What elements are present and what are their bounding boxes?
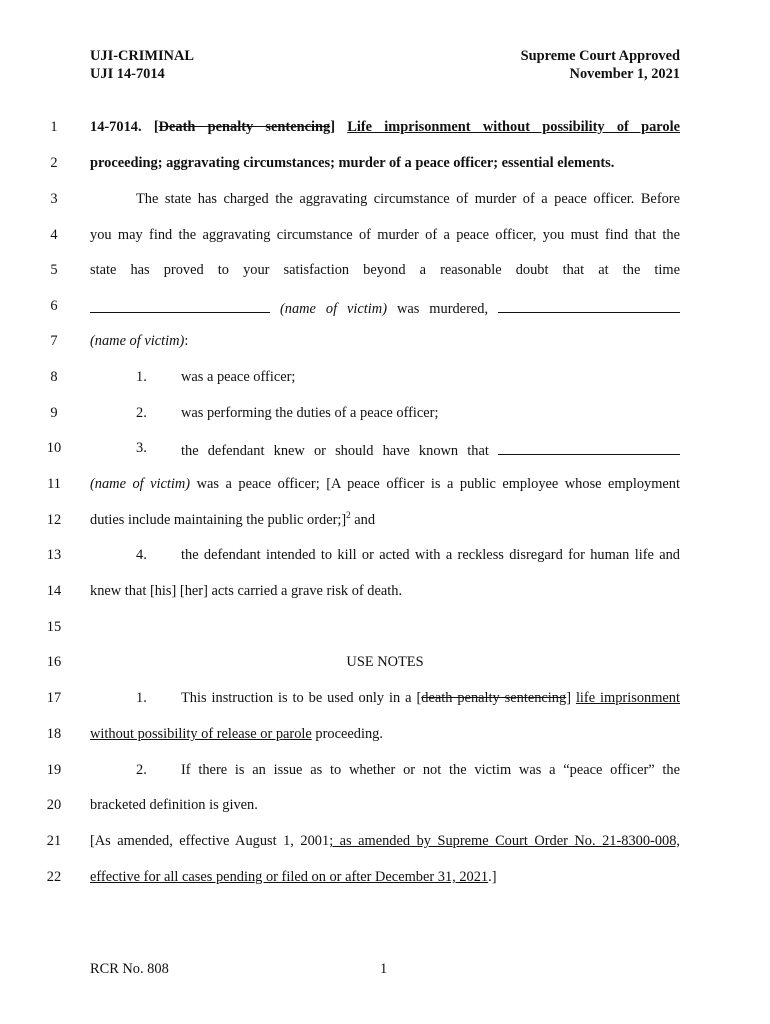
body-text: The state has charged the aggravating circumstance of murder of a peace officer. Before: [136, 191, 680, 207]
line-17: [0, 690, 770, 712]
note-text: bracketed definition is given.: [90, 797, 258, 813]
line-9: [0, 405, 770, 427]
line-number: 9: [50, 405, 58, 421]
element-text: the defendant knew or should have known that: [181, 440, 680, 460]
line-number: 17: [46, 690, 62, 706]
line-8: [0, 369, 770, 391]
line-number: 20: [46, 797, 62, 813]
body-text: (name of victim) was a peace officer; [A peace officer is a public employee whose employment: [90, 476, 680, 492]
line-number: 10: [46, 440, 62, 456]
header-left: [90, 47, 194, 83]
line-11: [0, 476, 770, 498]
instruction-number: 14-7014.: [90, 119, 142, 135]
line-12: [0, 512, 770, 534]
use-notes-heading: USE NOTES: [346, 654, 424, 670]
footnote-marker[interactable]: 2: [346, 510, 351, 521]
inserted-text: effective for all cases pending or filed on or after December 31, 2021: [90, 869, 489, 885]
body-text: (name of victim):: [90, 333, 189, 349]
victim-blank[interactable]: [498, 298, 680, 313]
body-text: you may find the aggravating circumstance of murder of a peace officer, you must find that the: [90, 227, 680, 243]
note-number: 2.: [136, 762, 147, 778]
instruction-title-cont: proceeding; aggravating circumstances; murder of a peace officer; essential elements.: [90, 155, 615, 171]
victim-blank[interactable]: [90, 298, 270, 313]
line-number: 16: [46, 654, 62, 670]
footer-rcr: RCR No. 808: [90, 961, 169, 977]
note-text: without possibility of release or parole proceeding.: [90, 726, 383, 742]
line-13: [0, 547, 770, 569]
line-6: [0, 298, 770, 320]
line-number: 12: [46, 512, 62, 528]
line-number: 3: [50, 191, 58, 207]
line-18: [0, 726, 770, 748]
body-text: state has proved to your satisfaction beyond a reasonable doubt that at the time: [90, 262, 680, 278]
header-right: [521, 47, 680, 83]
note-number: 1.: [136, 690, 147, 706]
body-text: duties include maintaining the public order;]$^2$ and: [90, 510, 376, 528]
line-number: 8: [50, 369, 58, 385]
element-number: 2.: [136, 405, 147, 421]
element-text: was a peace officer;: [181, 369, 296, 385]
approval-date: November 1, 2021: [569, 66, 680, 82]
line-number: 15: [46, 619, 62, 635]
line-number: 1: [50, 119, 58, 135]
line-number: 22: [46, 869, 62, 885]
line-14: [0, 583, 770, 605]
inserted-text: without possibility of release or parole: [90, 726, 312, 742]
page-number: 1: [380, 961, 388, 977]
inserted-text: life imprisonment: [575, 690, 680, 706]
note-text: If there is an issue as to whether or not the victim was a “peace officer” the: [181, 762, 680, 778]
victim-blank[interactable]: [498, 440, 680, 455]
history-text: [As amended, effective August 1, 2001; as amended by Supreme Court Order No. 21-8300-008,: [90, 833, 681, 849]
line-number: 7: [50, 333, 58, 349]
line-10: [0, 440, 770, 462]
line-number: 14: [46, 583, 62, 599]
line-number: 5: [50, 262, 58, 278]
line-20: [0, 797, 770, 819]
line-2: [0, 155, 770, 177]
struck-text: death penalty sentencing: [421, 690, 567, 706]
body-text: (name of victim) was murdered,: [90, 298, 680, 318]
inserted-text: ; as amended by Supreme Court Order No. 21-8300-008,: [329, 833, 681, 849]
form-series: UJI-CRIMINAL: [90, 48, 194, 64]
approval-status: Supreme Court Approved: [520, 48, 680, 64]
line-22: [0, 869, 770, 891]
body-text: knew that [his] [her] acts carried a grave risk of death.: [90, 583, 403, 599]
line-number: 18: [46, 726, 62, 742]
line-7: [0, 333, 770, 355]
element-number: 3.: [136, 440, 147, 456]
line-number: 11: [47, 476, 61, 492]
line-number: 2: [50, 155, 58, 171]
element-text: the defendant intended to kill or acted with a reckless disregard for human life and: [181, 547, 680, 563]
line-21: [0, 833, 770, 855]
history-text: effective for all cases pending or filed on or after December 31, 2021.]: [90, 869, 497, 885]
line-16: [0, 654, 770, 676]
form-number: UJI 14-7014: [90, 66, 165, 82]
line-number: 21: [46, 833, 62, 849]
element-text: was performing the duties of a peace officer;: [181, 405, 439, 421]
struck-text: Death penalty sentencing: [158, 119, 331, 135]
element-number: 1.: [136, 369, 147, 385]
line-3: [0, 191, 770, 213]
instruction-title: 14-7014. [Death penalty sentencing] Life imprisonment without possibility of parole: [90, 119, 680, 135]
line-5: [0, 262, 770, 284]
note-text: This instruction is to be used only in a [death penalty sentencing] life imprisonment: [181, 690, 680, 706]
inserted-text: Life imprisonment without possibility of parole: [347, 119, 680, 135]
line-number: 13: [46, 547, 62, 563]
line-number: 19: [46, 762, 62, 778]
line-15: [0, 619, 770, 641]
line-1: [0, 119, 770, 141]
element-number: 4.: [136, 547, 147, 563]
line-4: [0, 227, 770, 249]
line-19: [0, 762, 770, 784]
line-number: 4: [50, 227, 58, 243]
line-number: 6: [50, 298, 58, 314]
